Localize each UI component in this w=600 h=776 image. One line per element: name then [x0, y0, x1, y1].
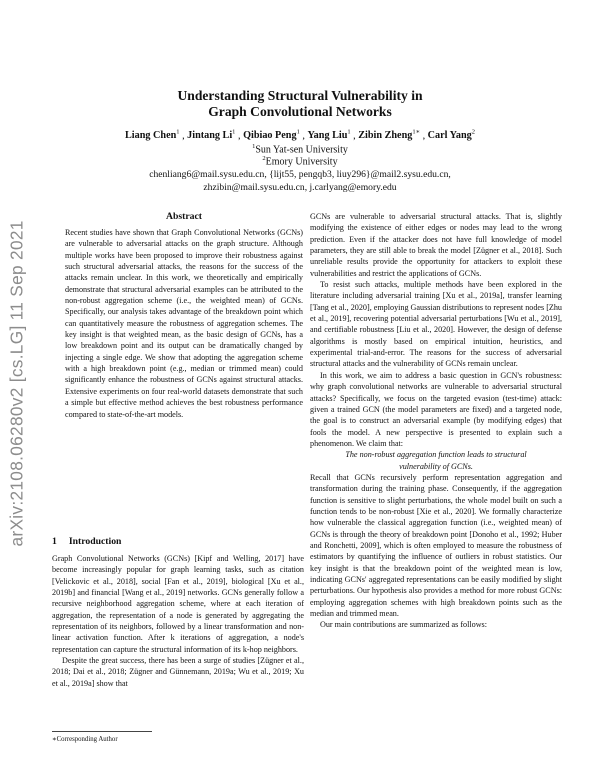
author-mark: 1∗: [412, 129, 421, 136]
affiliation-2: [0, 153, 600, 168]
abstract-body: [65, 227, 303, 420]
author-name: Carl Yang: [427, 130, 472, 142]
author-mark: 2: [471, 129, 475, 136]
right-paragraph-4: Recall that GCNs recursively perform representation aggregation and transformation during the training phase. Consequently, if the aggregation function is sensitive to slight perturbations, the whole model built on such a function tends to be non-robust [Xie et al., 2020]. We formally characterize how vulnerable the classical aggregation function (i.e., weighted mean) of GCNs is through the theory of breakdown point [Donoho et al., 1992; Huber and Ronchetti, 2009], which is often employed to measure the robustness of estimators by quantifying the influence of outliers in robust statistics. Our key insight is that the breakdown point of the weighted mean is low, indicating GCNs' aggregated representations can be easily modified by slight perturbations. Our hypothesis also provides a method for more robust GCNs: employing aggregation schemes with high breakdown points such as the median and trimmed mean.: [310, 472, 562, 619]
author: [187, 130, 235, 141]
author-mark: 1: [232, 129, 236, 136]
affiliation-2-name: Emory University: [265, 156, 338, 168]
email-line-1: chenliang6@mail.sysu.edu.cn, {lijt55, pengqb3, liuy296}@mail2.sysu.edu.cn,: [149, 169, 451, 180]
affiliation-1-mark: 1: [252, 143, 256, 150]
affiliation-2-mark: 2: [262, 155, 266, 162]
intro-paragraph-1: Graph Convolutional Networks (GCNs) [Kipf and Welling, 2017] have become increasingly popular for graph learning tasks, such as citation [Velickovic et al., 2018], social [Fan et al., 2019], biological [Xu et al., 2019b] and financial [Wang et al., 2019] networks. GCNs generally follow a recursive neighborhood aggregation scheme, where at each iteration of aggregation, the representation of a node is generated by aggregating the representation of its neighbors, followed by a linear transformation and non-linear activation function. After k iterations of aggregation, a node's representation can capture the structural information of its k-hop neighbors.: [52, 554, 304, 654]
abstract-text: Recent studies have shown that Graph Convolutional Networks (GCNs) are vulnerable to adversarial attacks on the graph structure. Although multiple works have been proposed to improve their robustness against such structural adversarial attacks, the reasons for the success of the attacks remain unclear. In this work, we theoretically and empirically demonstrate that structural adversarial examples can be attributed to the non-robust aggregation scheme (i.e., the weighted mean) of GCNs. Specifically, our analysis takes advantage of the breakdown point which can quantitatively measure the robustness of aggregation schemes. The key insight is that weighted mean, as the basic design of GCNs, has a low breakdown point and its output can be dramatically changed by injecting a single edge. We show that adopting the aggregation scheme with a high breakdown point (e.g., median or trimmed mean) could significantly enhance the robustness of GCNs against structural attacks. Extensive experiments on four real-world datasets demonstrate that such a simple but effective method achieves the best robustness performance compared to state-of-the-art models.: [65, 228, 303, 419]
email-block: [0, 169, 600, 194]
intro-paragraph-2: Despite the great success, there has been a surge of studies [Zügner et al., 2018; Dai et al., 2018; Zügner and Günnemann, 2019a; Wu et al., 2019; Xu et al., 2019a] show that: [52, 656, 304, 688]
paper-title: [0, 88, 600, 120]
author: [243, 130, 300, 141]
abstract-heading: Abstract: [165, 211, 203, 222]
email-line-2: zhzibin@mail.sysu.edu.cn, j.carlyang@emory.edu: [203, 181, 397, 193]
author-mark: 1: [347, 129, 351, 136]
left-column-body: [52, 553, 304, 689]
author-name: Jintang Li: [187, 130, 233, 142]
arxiv-watermark: arXiv:2108.06280v2 [cs.LG] 11 Sep 2021: [6, 220, 27, 547]
title-line-1: Understanding Structural Vulnerability in: [177, 88, 423, 103]
right-paragraph-3: In this work, we aim to address a basic question in GCN's robustness: why graph convolutional networks are vulnerable to adversarial structural attacks? Specifically, we focus on the targeted evasion (test-time) attack: given a trained GCN (the model parameters are fixed) and a targeted node, the goal is to construct an adversarial example (by modifying edges) that fools the model. A new perspective is presented to explain such a phenomenon. We claim that:: [310, 370, 562, 448]
section-heading-introduction: [52, 536, 121, 547]
author: [125, 130, 180, 141]
right-paragraph-2: To resist such attacks, multiple methods have been explored in the literature including adversarial training [Xu et al., 2019a], transfer learning [Tang et al., 2020], employing Gaussian distributions to represent nodes [Zhu et al., 2019], recovering potential adversarial perturbations [Wu et al., 2019], and certifiable robustness [Liu et al., 2020]. However, the design of defense algorithms is mostly based on empirical intuition, heuristics, and experimental trial-and-error. The reasons for the success of adversarial structural attacks and the vulnerability of GCNs remain unclear.: [310, 280, 562, 369]
right-paragraph-5: Our main contributions are summarized as follows:: [320, 620, 487, 630]
author-name: Yang Liu: [307, 130, 348, 142]
claim-statement: The non-robust aggregation function leads to structural vulnerability of GCNs.: [345, 450, 527, 471]
affiliation-1-name: Sun Yat-sen University: [255, 144, 348, 156]
author: [428, 130, 475, 141]
author: [358, 130, 420, 141]
author: [307, 130, 350, 141]
author-name: Qibiao Peng: [243, 130, 297, 142]
section-title: Introduction: [68, 536, 122, 547]
right-paragraph-1: GCNs are vulnerable to adversarial structural attacks. That is, slightly modifying the existence of either edges or nodes may lead to the wrong prediction. Even if the attacker does not have full knowledge of model parameters, they are still able to break the model [Zügner et al., 2018]. Such unreliable results provide the opportunity for attackers to exploit these vulnerabilities and restrict the applications of GCNs.: [310, 212, 562, 278]
footnote-rule: [52, 731, 152, 732]
author-list: Liang Chen$^1$ , Jintang Li$^1$ , Qibiao Peng$^1$ , Yang Liu$^1$ , Zibin Zheng$^{1∗}$ , Carl Yang$^2$: [125, 129, 475, 142]
author-name: Liang Chen: [125, 130, 177, 142]
footnote: ∗Corresponding Author: [52, 736, 118, 743]
author-name: Zibin Zheng: [358, 130, 413, 142]
right-column-body: [310, 211, 562, 631]
title-line-2: Graph Convolutional Networks: [208, 104, 392, 119]
author-mark: 1: [296, 129, 300, 136]
author-mark: 1: [176, 129, 180, 136]
section-number: 1: [52, 536, 57, 547]
